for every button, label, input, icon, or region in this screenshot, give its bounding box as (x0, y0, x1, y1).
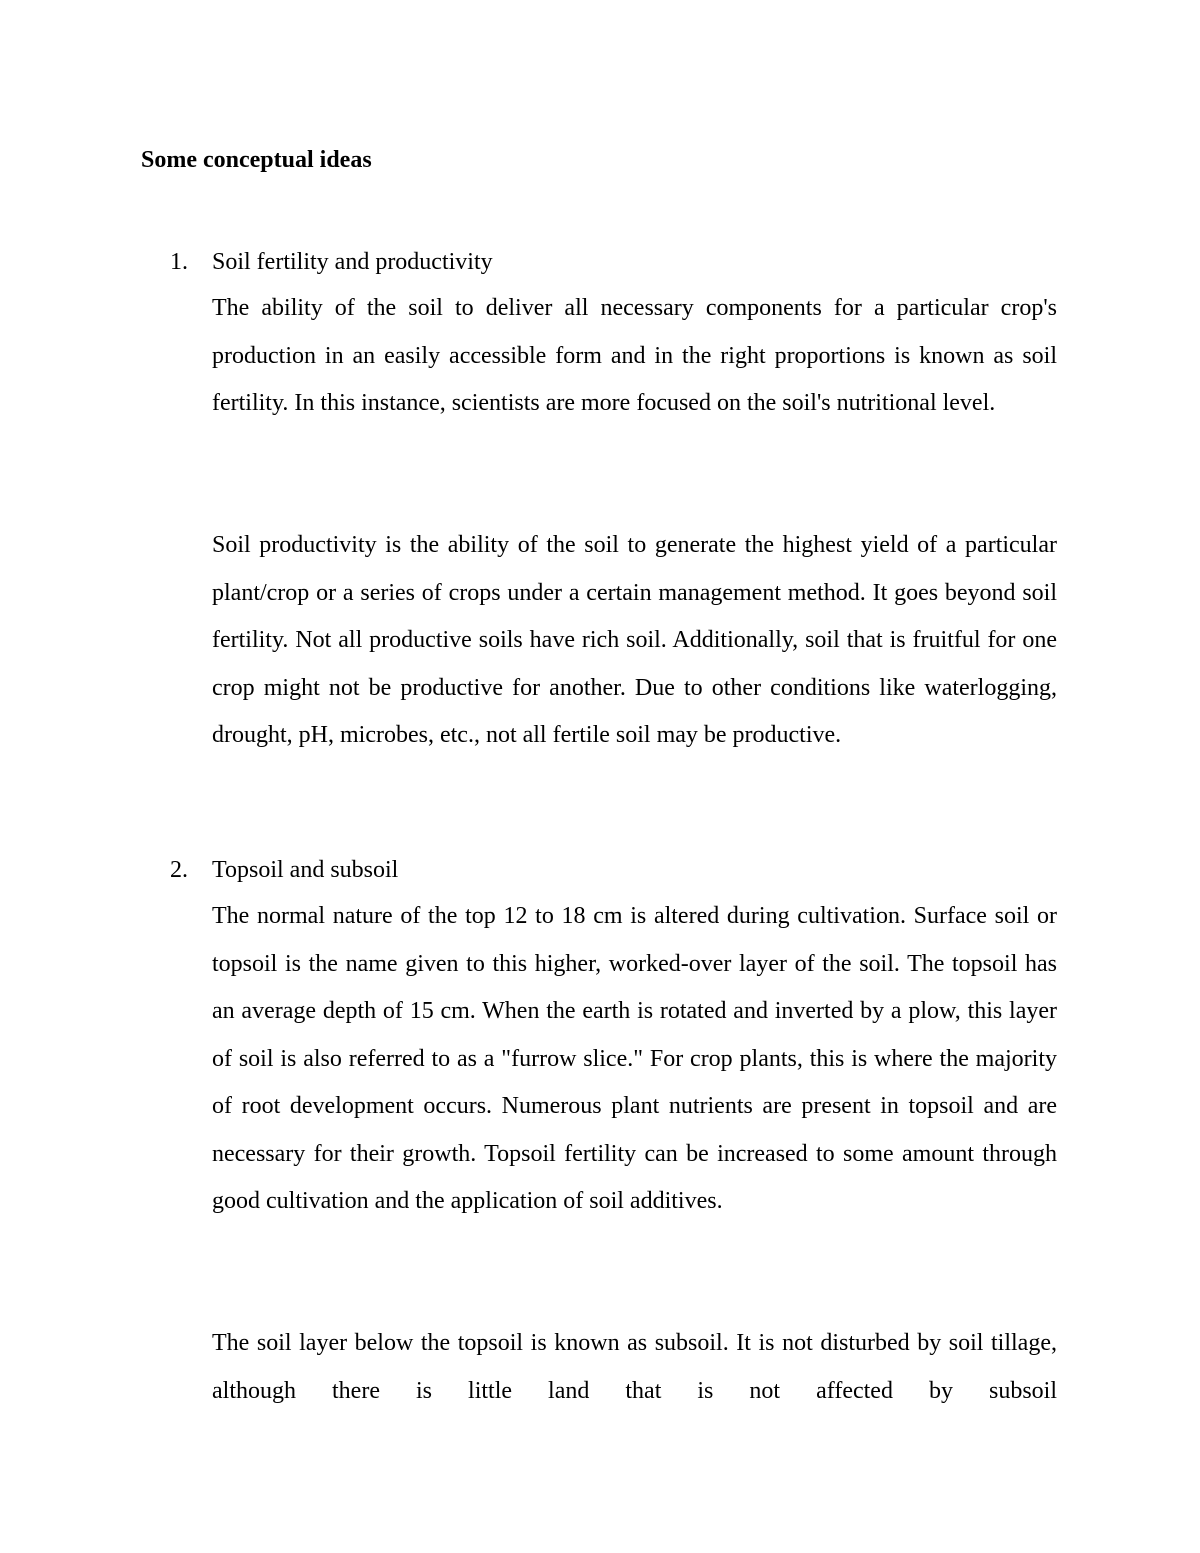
section-2-paragraph-1: The normal nature of the top 12 to 18 cm is altered during cultivation. Surface soil or topsoil is the name given to this higher, worked-over layer of the soil. The topsoil has an average depth of 15 cm. When the earth is rotated and inverted by a plow, this layer of soil is also referred to as a "furrow slice." For crop plants, this is where the majority of root development occurs. Numerous plant nutrients are present in topsoil and are necessary for their growth. Topsoil fertility can be increased to some amount through good cultivation and the application of soil additives. (212, 903, 1057, 1214)
section-2-title: Topsoil and subsoil (212, 857, 399, 883)
section-1-title: Soil fertility and productivity (212, 249, 493, 275)
section-2-paragraph-2: The soil layer below the topsoil is known as subsoil. It is not disturbed by soil tillage, although there is little land that is not affected by subsoil (212, 1330, 1057, 1404)
section-2-number: 2. (170, 857, 188, 883)
section-1-number: 1. (170, 249, 188, 275)
section-1-paragraph-1: The ability of the soil to deliver all necessary components for a particular crop's production in an easily accessible form and in the right proportions is known as soil fertility. In this instance, scientists are more focused on the soil's nutritional level. (212, 295, 1057, 416)
section-1-paragraph-2: Soil productivity is the ability of the soil to generate the highest yield of a particular plant/crop or a series of crops under a certain management method. It goes beyond soil fertility. Not all productive soils have rich soil. Additionally, soil that is fruitful for one crop might not be productive for another. Due to other conditions like waterlogging, drought, pH, microbes, etc., not all fertile soil may be productive. (212, 532, 1057, 748)
page-title: Some conceptual ideas (141, 147, 372, 173)
